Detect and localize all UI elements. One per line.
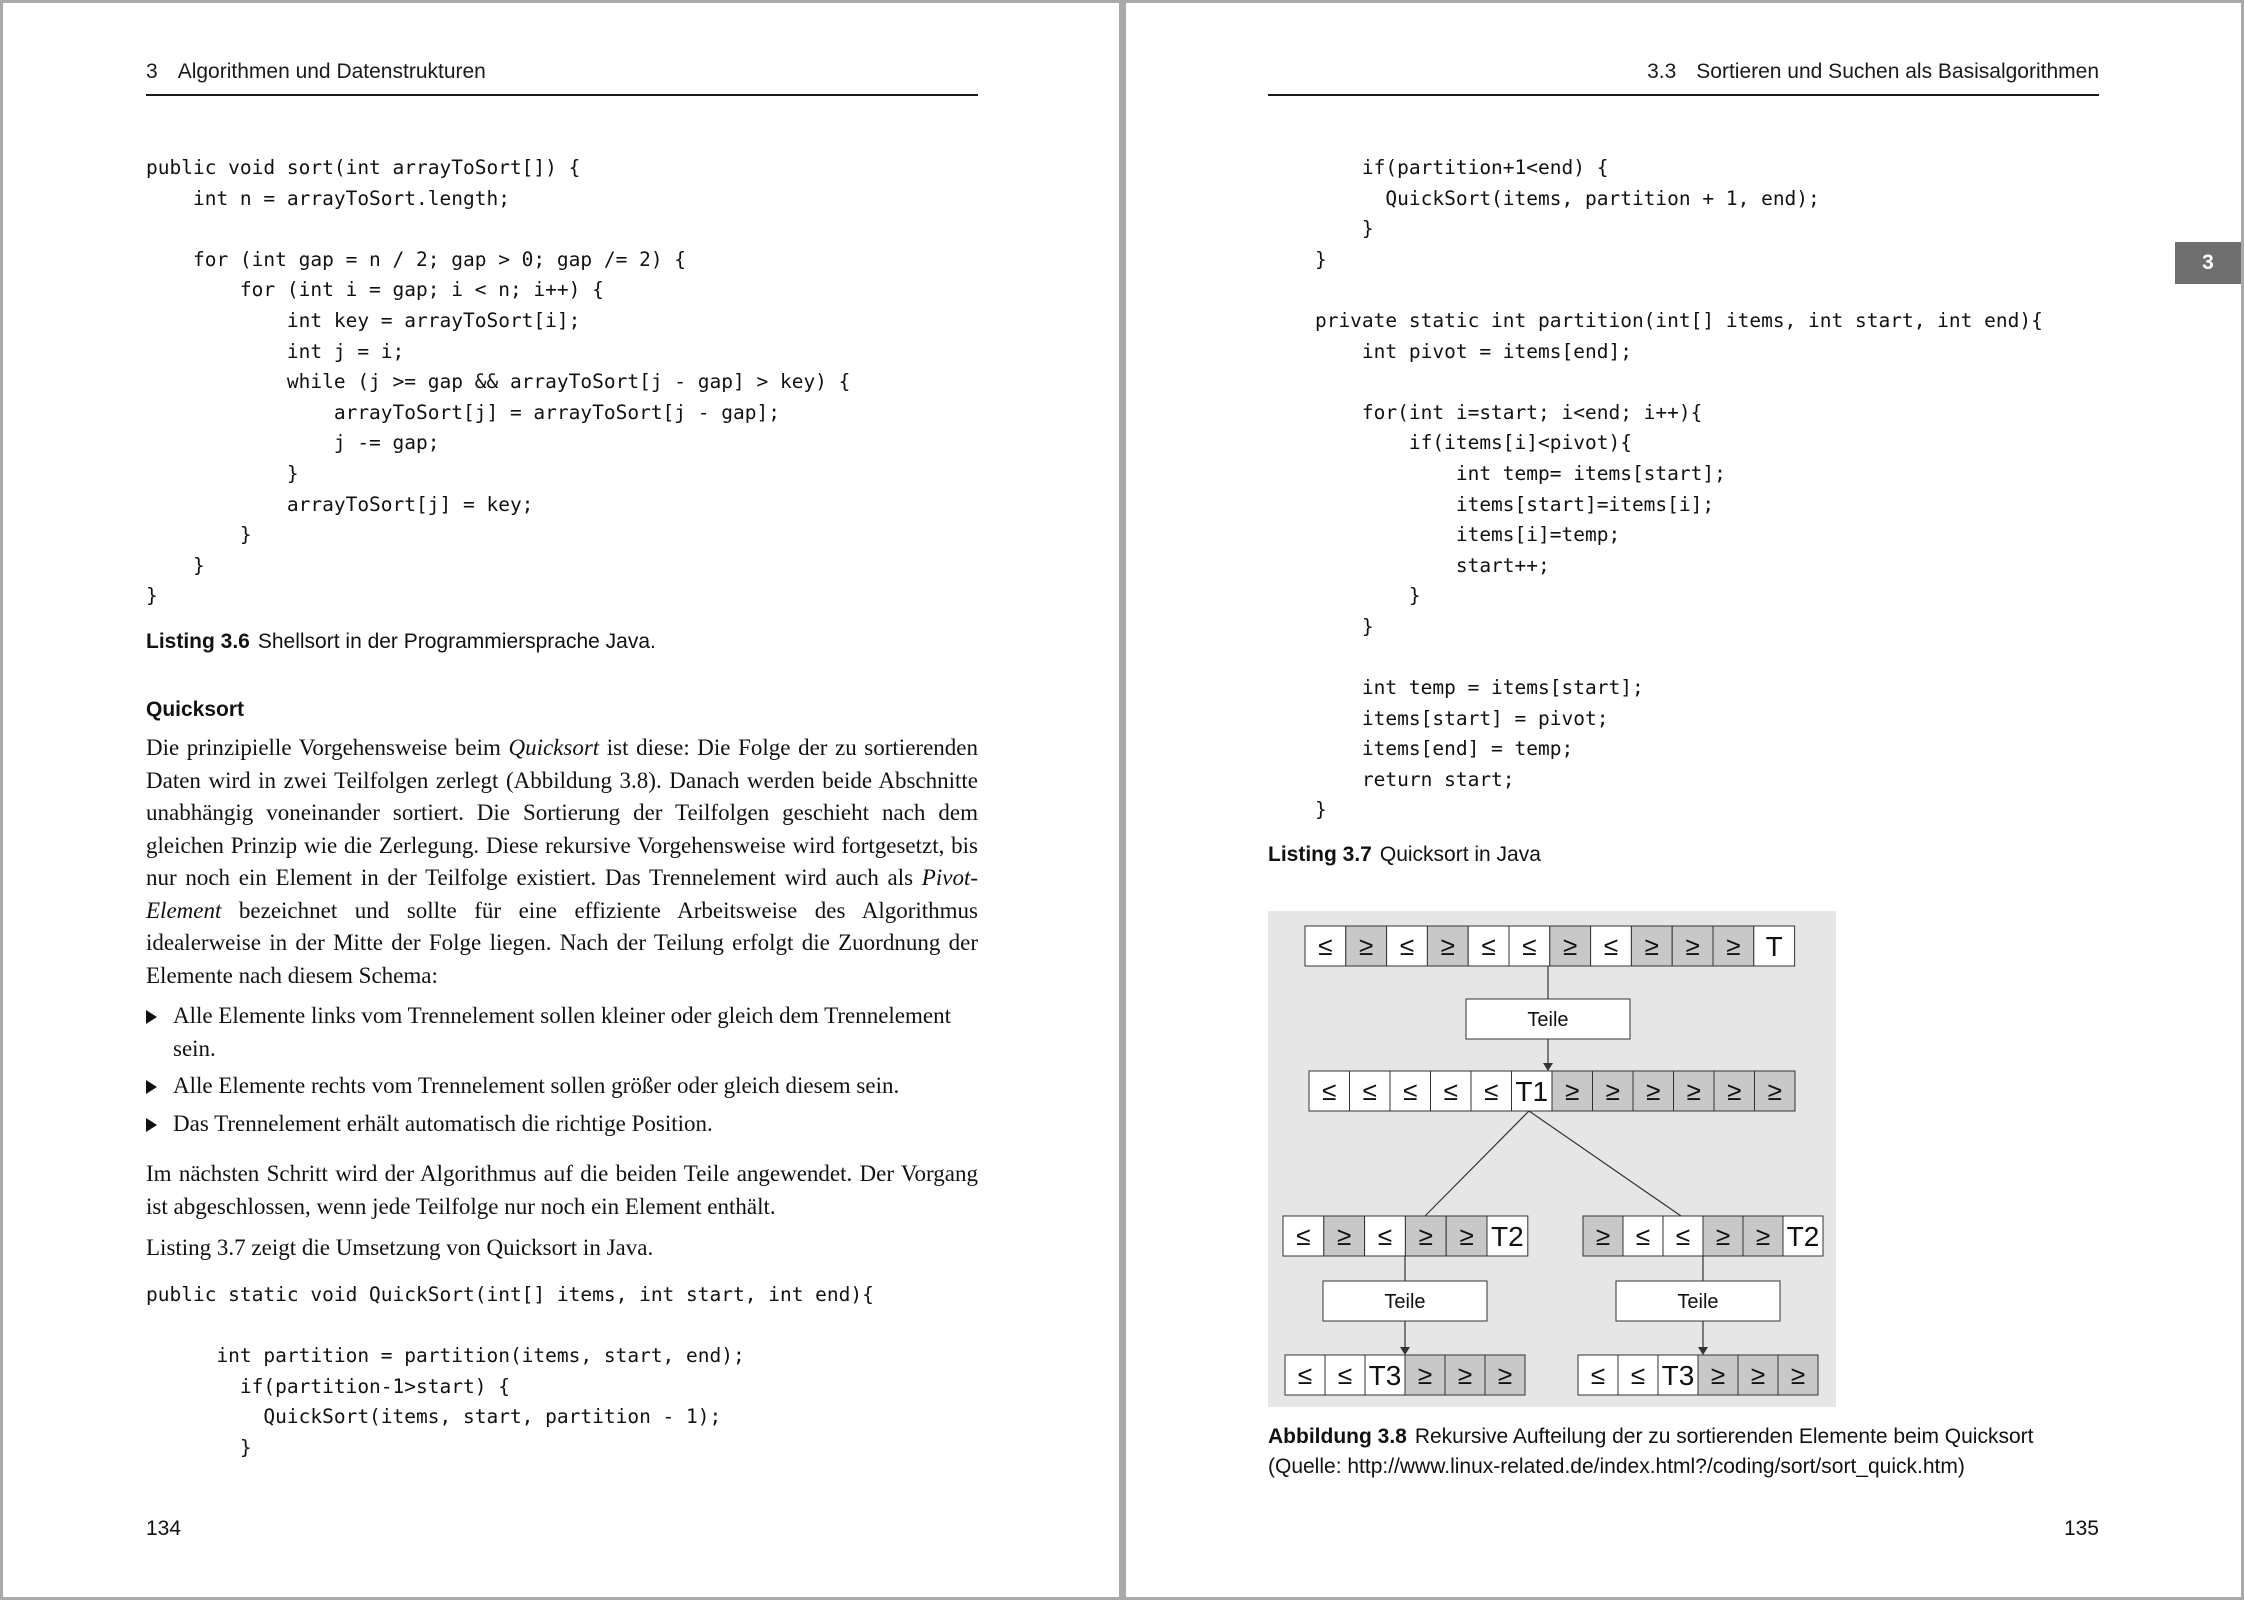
figure-title: Rekursive Aufteilung der zu sortierenden Elemente beim Quicksort [1414,1425,2034,1448]
para-italic-term: Pivot-Element [146,865,978,923]
bullet-triangle-icon [146,1010,157,1024]
para-italic-term: Quicksort [508,735,600,760]
section-title: Sortieren und Suchen als Basisalgorithmen [1696,60,2099,83]
split-line-left [1425,1111,1529,1216]
bullet-text: Das Trennelement erhält automatisch die richtige Position. [173,1110,713,1136]
arrowhead-icon [1698,1347,1708,1355]
row1-cell-label: ≤ [1603,931,1619,961]
row3-left-cell-label: ≤ [1377,1221,1393,1251]
row2-cell-label: ≥ [1605,1076,1620,1106]
quicksort-diagram [1268,911,1836,1407]
bullet-list [146,1000,978,1145]
arrowhead-icon [1543,1063,1553,1071]
teile-box-left-label: Teile [1384,1291,1426,1313]
row1-cell-label: ≤ [1318,931,1333,961]
row4-left-cell-label: ≥ [1457,1360,1473,1390]
row2-cell-label: ≤ [1403,1076,1418,1106]
shellsort-code: public void sort(int arrayToSort[]) { int n = arrayToSort.length; for (int gap = n / 2; gap > 0; gap /= 2) { for (int i = gap; i < n; i++) { int key = arrayToSort[i]; int j = i; while (j >= gap && arrayToSort[j - gap] > key) { arrayToSort[j] = arrayToSort[j - gap]; j -= gap; } arrayToSort[j] = key; } } } [146,156,851,608]
row2-cell-label: ≥ [1686,1076,1701,1106]
row1-cell-label: ≤ [1399,931,1415,961]
header-rule [1268,94,2099,96]
figure-caption-line1 [1268,1422,2033,1452]
bullet-triangle-icon [146,1118,157,1132]
bullet-item [146,1108,978,1141]
chapter-number: 3 [146,60,158,83]
row4-left-cell-label: T3 [1368,1360,1402,1391]
row3-right-cell-label: ≥ [1755,1221,1771,1251]
figure-source: (Quelle: http://www.linux-related.de/index.html?/coding/sort/sort_quick.htm) [1268,1455,1965,1478]
row4-right-cell-label: ≥ [1790,1360,1806,1390]
teile-box-top-label: Teile [1527,1009,1569,1031]
running-header-left [146,60,486,84]
row1-cell-label: T [1765,931,1783,962]
listing-3-6-caption [146,630,656,654]
para-text: ist diese: Die Folge der zu sortierenden Daten wird in zwei Teilfolgen zerlegt (Abbildung 3.8). Danach werden beide Abschnitte unabhängig voneinander sortiert. Die Sortierung der Teilfolgen geschieht nach dem gleichen Prinzip wie die Zerlegung. Diese rekursive Vorgehensweise wird fortgesetzt, bis nur noch ein Element in der Teilfolge existiert. Das Trennelement wird auch als [146,735,978,890]
next-step-paragraph: Im nächsten Schritt wird der Algorithmus auf die beiden Teile angewendet. Der Vorgang ist abgeschlossen, wenn jede Teilfolge nur noch ein Element enthält. [146,1161,978,1219]
row1-cell-label: ≤ [1481,931,1496,961]
bullet-text: Alle Elemente rechts vom Trennelement sollen größer oder gleich diesem sein. [173,1073,900,1098]
listing-text: Shellsort in der Programmiersprache Java. [257,630,656,653]
row4-right-cell-label: ≤ [1590,1360,1606,1390]
row4-left-cell-label: ≥ [1417,1360,1433,1390]
row4-right-cell-label: ≥ [1710,1360,1726,1390]
bullet-triangle-icon [146,1080,157,1094]
row2-cell-label: ≤ [1443,1076,1458,1106]
row2-cell-label: T1 [1515,1076,1549,1107]
teile-box-right-label: Teile [1677,1291,1719,1313]
quicksort-paragraph [146,732,978,992]
right-page [1126,3,2241,1597]
bullet-item [146,1000,978,1065]
chapter-title: Algorithmen und Datenstrukturen [177,60,486,83]
chapter-thumb-tab: 3 [2175,242,2241,284]
row3-left-cell-label: ≥ [1418,1221,1433,1251]
row2-cell-label: ≤ [1484,1076,1499,1106]
bullet-text: Alle Elemente links vom Trennelement sollen kleiner oder gleich dem Trennelement sein. [173,1003,952,1061]
row3-right-cell-label: ≤ [1635,1221,1651,1251]
split-line-right [1529,1111,1681,1216]
row3-right-cell-label: T2 [1786,1221,1820,1252]
row2-cell-label: ≤ [1362,1076,1377,1106]
row3-right-cell-label: ≥ [1595,1221,1611,1251]
row1-cell-label: ≥ [1440,931,1455,961]
row2-cell-label: ≥ [1565,1076,1580,1106]
listing-text: Quicksort in Java [1379,843,1541,866]
row2-cell-label: ≥ [1767,1076,1782,1106]
page-number-right: 135 [2063,1517,2099,1540]
page-number-left: 134 [146,1517,182,1540]
row3-right-cell-label: ≤ [1675,1221,1691,1251]
running-header-right [1647,60,2099,84]
listing-label: Listing 3.6 [146,630,250,653]
figure-label: Abbildung 3.8 [1268,1425,1407,1448]
listing-intro-paragraph: Listing 3.7 zeigt die Umsetzung von Quicksort in Java. [146,1235,654,1260]
row3-right-cell-label: ≥ [1715,1221,1731,1251]
section-number: 3.3 [1647,60,1677,83]
row1-cell-label: ≥ [1359,931,1374,961]
row3-left-cell-label: ≥ [1337,1221,1352,1251]
para-text: Die prinzipielle Vorgehensweise beim [146,735,509,760]
listing-label: Listing 3.7 [1268,843,1372,866]
arrowhead-icon [1400,1347,1410,1355]
listing-3-7-caption [1268,843,1541,867]
row3-left-cell-label: T2 [1491,1221,1524,1252]
row4-left-cell-label: ≤ [1337,1360,1353,1390]
row4-left-cell-label: ≥ [1497,1360,1513,1390]
row2-cell-label: ≥ [1646,1076,1661,1106]
para-text: bezeichnet und sollte für eine effiziente Arbeitsweise des Algorithmus idealerweise in der Mitte der Folge liegen. Nach der Teilung erfolgt die Zuordnung der Elemente nach diesem Schema: [146,897,978,988]
quicksort-code-part1: public static void QuickSort(int[] items, int start, int end){ int partition = partition(items, start, end); if(partition-1>start) { QuickSort(items, start, partition - 1); } [146,1283,874,1459]
figure-3-8-caption [1268,1422,2033,1482]
section-subheading: Quicksort [146,698,245,721]
row1-cell-label: ≥ [1644,931,1659,961]
row2-cell-label: ≥ [1727,1076,1742,1106]
row1-cell-label: ≥ [1563,931,1578,961]
quicksort-figure [1268,911,1836,1407]
quicksort-code-part2: if(partition+1<end) { QuickSort(items, partition + 1, end); } } private static int partition(int[] items, int start, int end){ int pivot = items[end]; for(int i=start; i<end; i++){ if(items[i]<pivot){ int temp= items[start]; items[start]=items[i]; items[i]=temp; start++; } } int temp = items[start]; items[start] = pivot; items[end] = temp; return start; } [1314,156,2043,822]
row1-cell-label: ≥ [1685,931,1700,961]
row4-right-cell-label: ≥ [1750,1360,1766,1390]
row4-right-cell-label: T3 [1661,1360,1695,1391]
header-rule [146,94,978,96]
row3-left-cell-label: ≥ [1459,1221,1474,1251]
left-page [3,3,1119,1597]
row3-left-cell-label: ≤ [1296,1221,1311,1251]
row1-cell-label: ≥ [1726,931,1741,961]
bullet-item [146,1070,978,1103]
row4-right-cell-label: ≤ [1630,1360,1646,1390]
row4-left-cell-label: ≤ [1297,1360,1313,1390]
row1-cell-label: ≤ [1522,931,1537,961]
row2-cell-label: ≤ [1322,1076,1337,1106]
